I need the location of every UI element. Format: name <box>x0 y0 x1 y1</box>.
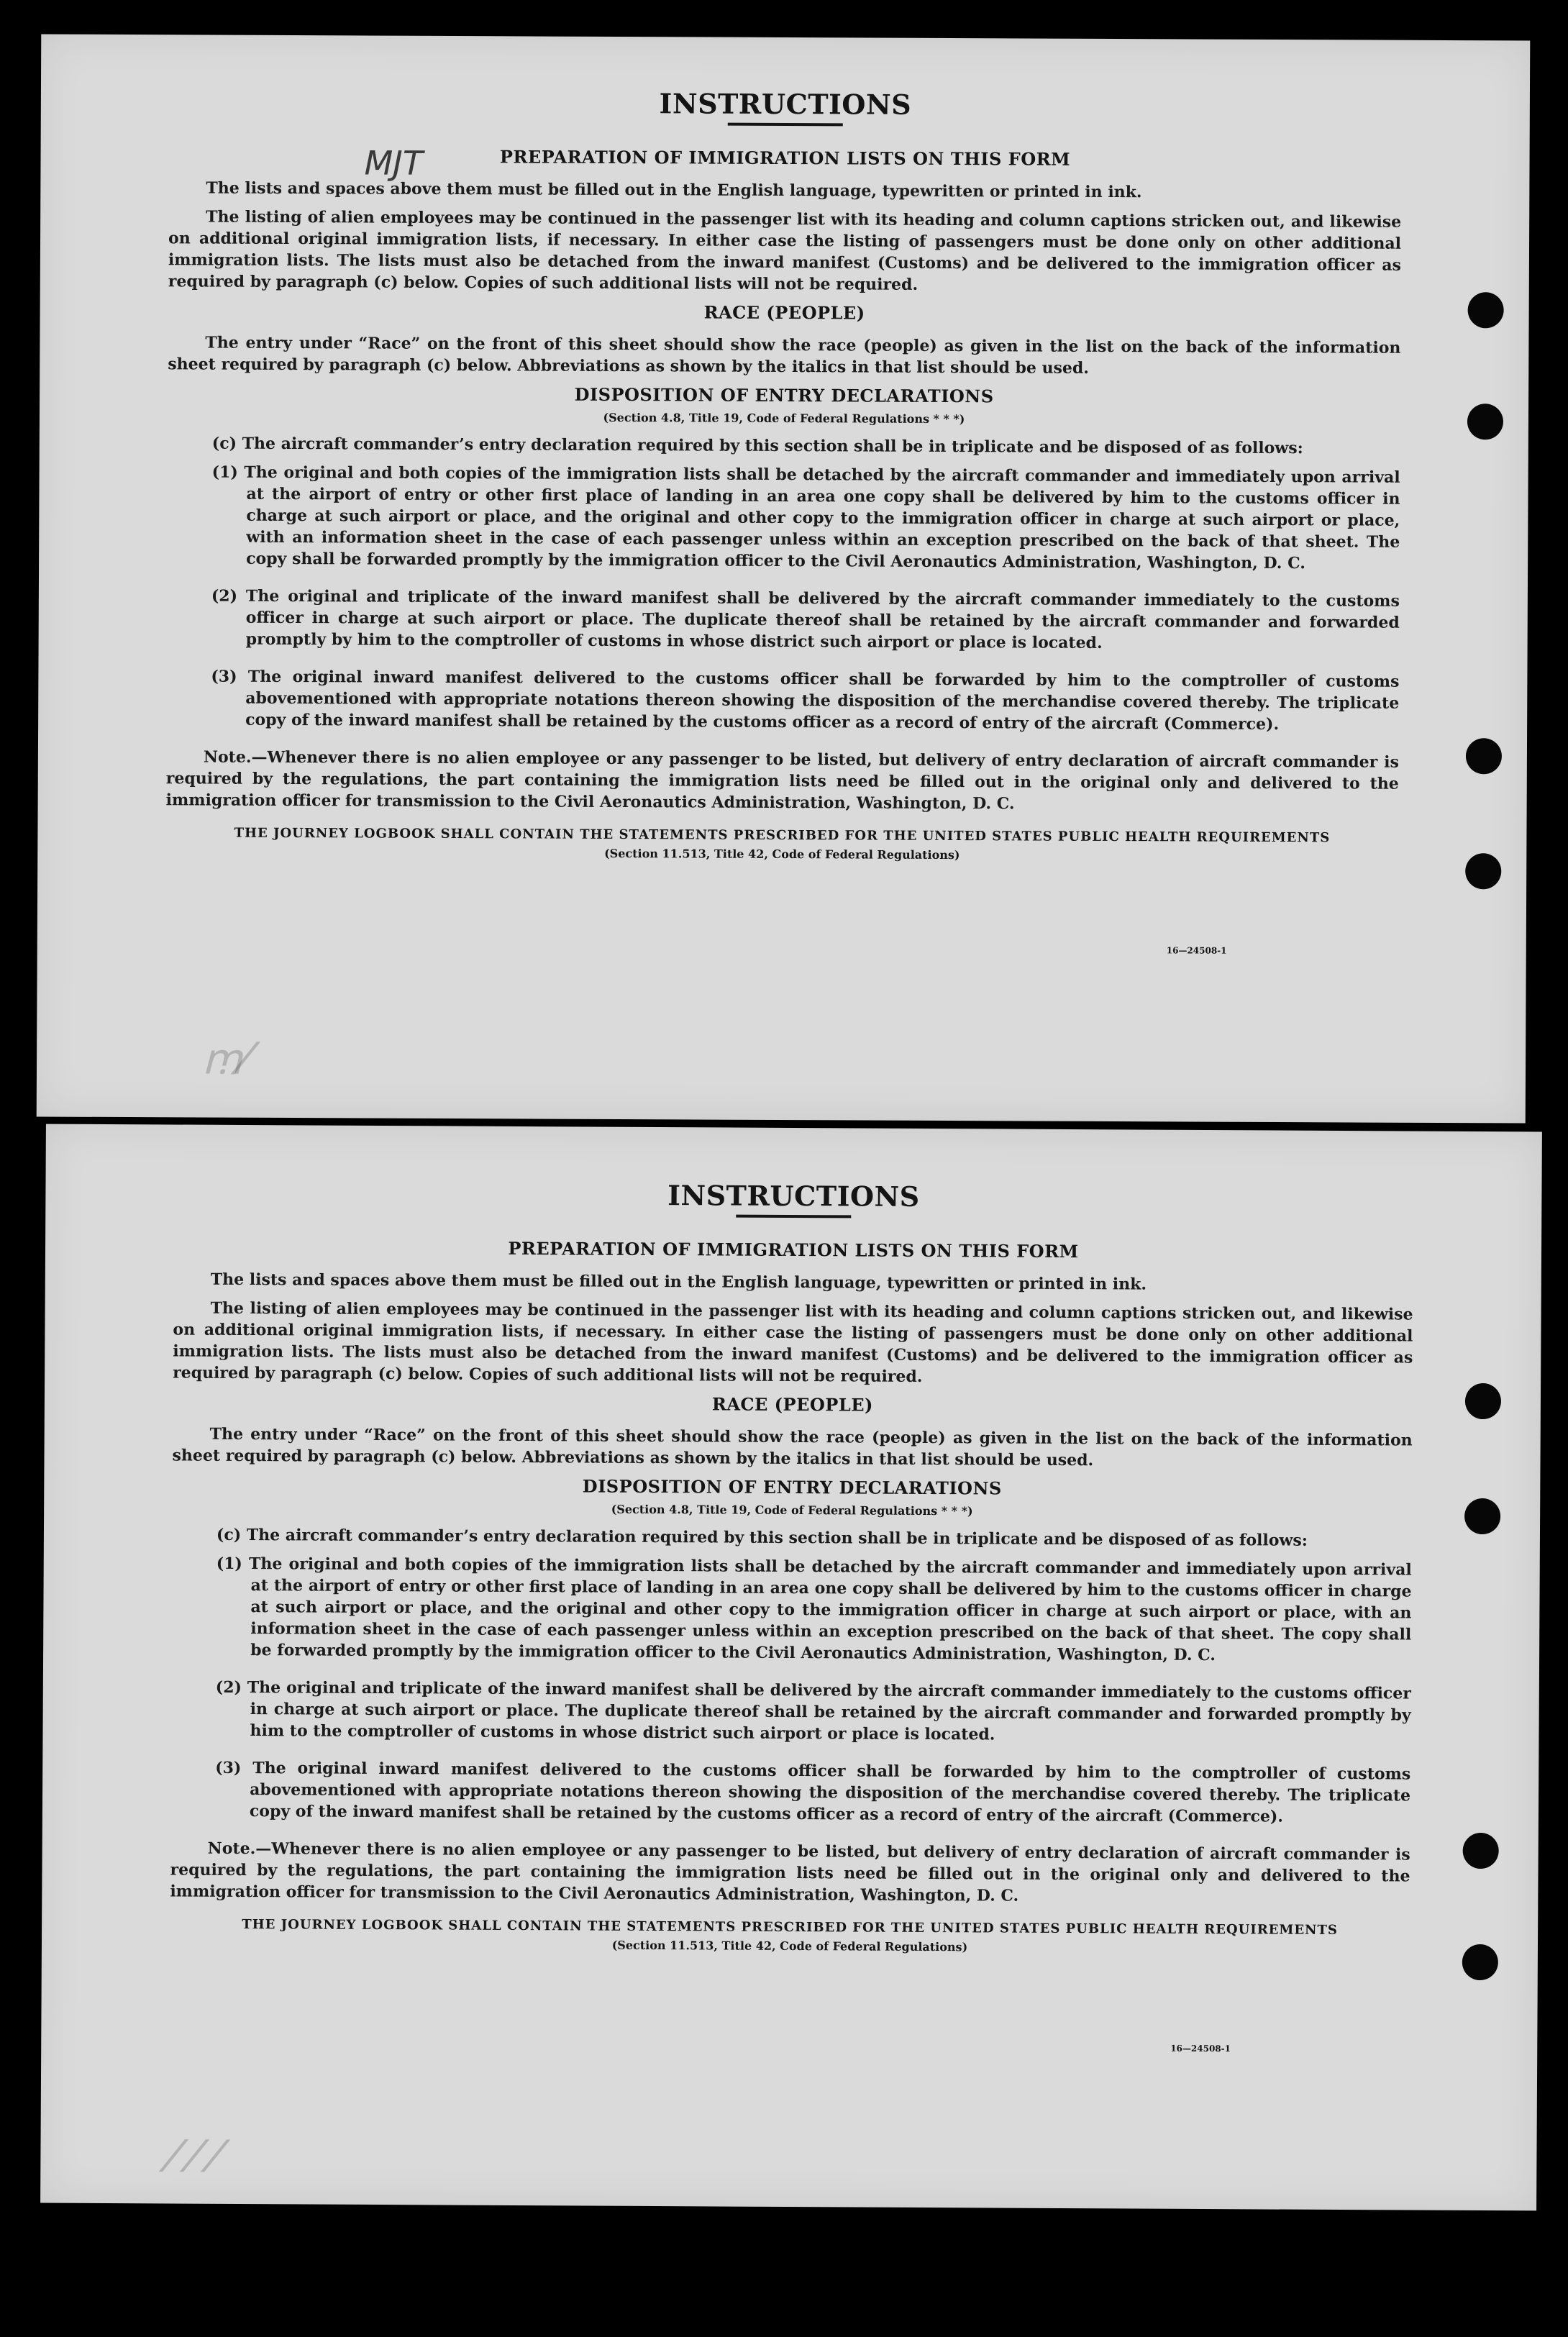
form-number: 16—24508-1 <box>1170 2043 1231 2054</box>
section-heading-disposition: DISPOSITION OF ENTRY DECLARATIONS <box>582 1475 1002 1499</box>
section-heading-disposition: DISPOSITION OF ENTRY DECLARATIONS <box>574 383 994 407</box>
paragraph-alien-employees: The listing of alien employees may be continued in the passenger list with its heading and column captions stricken out, and likewise on additional original immigration lists, if necessary. In either case the listing of passengers must be done only on other additional immigration lists. The lists must also be detached from the inward manifest (Customs) and be delivered to the immigration officer as required by paragraph (c) below. Copies of such additional lists will not be required. <box>173 1298 1413 1386</box>
logbook-requirement-heading: THE JOURNEY LOGBOOK SHALL CONTAIN THE STATEMENTS PRESCRIBED FOR THE UNITED STATES PUBLIC HEALTH REQUIREMENTS <box>242 1917 1338 1938</box>
list-item-1: (1) The original and both copies of the immigration lists shall be detached by the aircraft commander and immediately upon arrival at the airport of entry or other first place of landing in an area one copy shall be delivered by him to the customs officer in charge at such airport or place, and the original and other copy to the immigration officer in charge at such airport or place, with an information sheet in the case of each passenger unless within an exception prescribed on the back of that sheet. The copy shall be forwarded promptly by the immigration officer to the Civil Aeronautics Administration, Washington, D. C. <box>216 1554 1412 1665</box>
logbook-citation: (Section 11.513, Title 42, Code of Federal Regulations) <box>604 846 960 862</box>
form-number: 16—24508-1 <box>1166 945 1227 956</box>
paragraph-race-entry: The entry under “Race” on the front of this sheet should show the race (people) as given in the list on the back of the information sheet required by paragraph (c) below. Abbreviations as shown by the italics in that list should be used. <box>168 333 1401 378</box>
list-item-3: (3) The original inward manifest delivered to the customs officer shall be forwarded by him to the comptroller of customs abovementioned with appropriate notations thereon showing the disposition of the merchandise covered thereby. The triplicate copy of the inward manifest shall be retained by the customs officer as a record of entry of the aircraft (Commerce). <box>211 667 1400 734</box>
paragraph-c-declaration: (c) The aircraft commander’s entry declaration required by this section shall be in triplicate and be disposed of as follows: <box>216 1525 1308 1550</box>
paragraph-alien-employees: The listing of alien employees may be continued in the passenger list with its heading and column captions stricken out, and likewise on additional original immigration lists, if necessary. In either case the listing of passengers must be done only on other additional immigration lists. The lists must also be detached from the inward manifest (Customs) and be delivered to the immigration officer as required by paragraph (c) below. Copies of such additional lists will not be required. <box>168 207 1402 294</box>
punch-hole <box>1463 1833 1499 1869</box>
title-underline <box>728 123 843 127</box>
instructions-title: INSTRUCTIONS <box>667 1179 920 1213</box>
disposition-list <box>211 462 1400 736</box>
list-item-2: (2) The original and triplicate of the inward manifest shall be delivered by the aircraft commander immediately to the customs officer in charge at such airport or place. The duplicate thereof shall be retained by the aircraft commander and forwarded promptly by him to the comptroller of customs in whose district such airport or place is located. <box>211 586 1400 652</box>
logbook-requirement-heading: THE JOURNEY LOGBOOK SHALL CONTAIN THE STATEMENTS PRESCRIBED FOR THE UNITED STATES PUBLIC HEALTH REQUIREMENTS <box>234 825 1331 846</box>
punch-hole <box>1464 1498 1500 1534</box>
punch-hole <box>1468 292 1504 328</box>
section-heading-race: RACE (PEOPLE) <box>711 1393 873 1416</box>
paragraph-lists-language: The lists and spaces above them must be filled out in the English language, typewritten or printed in ink. <box>206 178 1142 202</box>
list-item-1: (1) The original and both copies of the immigration lists shall be detached by the aircraft commander and immediately upon arrival at the airport of entry or other first place of landing in an area one copy shall be delivered by him to the customs officer in charge at such airport or place, and the original and other copy to the immigration officer in charge at such airport or place, with an information sheet in the case of each passenger unless within an exception prescribed on the back of that sheet. The copy shall be forwarded promptly by the immigration officer to the Civil Aeronautics Administration, Washington, D. C. <box>211 463 1400 573</box>
punch-hole <box>1465 853 1501 889</box>
punch-hole <box>1465 1383 1501 1419</box>
section-heading-preparation: PREPARATION OF IMMIGRATION LISTS ON THIS FORM <box>508 1237 1079 1262</box>
logbook-citation: (Section 11.513, Title 42, Code of Federal Regulations) <box>611 1938 968 1954</box>
section-heading-preparation: PREPARATION OF IMMIGRATION LISTS ON THIS FORM <box>499 146 1071 170</box>
sheet-1-content <box>37 84 1530 864</box>
punch-hole <box>1467 404 1503 439</box>
section-citation: (Section 4.8, Title 19, Code of Federal Regulations * * *) <box>611 1502 973 1518</box>
list-item-3: (3) The original inward manifest delivered to the customs officer shall be forwarded by him to the comptroller of customs abovementioned with appropriate notations thereon showing the disposition of the merchandise covered thereby. The triplicate copy of the inward manifest shall be retained by the customs officer as a record of entry of the aircraft (Commerce). <box>215 1758 1411 1826</box>
faint-handwriting-mark: ⁄ ⁄ ⁄ <box>170 2131 219 2182</box>
punch-hole <box>1466 738 1502 774</box>
instruction-sheet-bottom <box>40 1124 1542 2211</box>
disposition-list <box>215 1553 1412 1828</box>
instruction-sheet-top <box>37 34 1531 1123</box>
section-heading-race: RACE (PEOPLE) <box>703 301 865 324</box>
section-citation: (Section 4.8, Title 19, Code of Federal Regulations * * *) <box>603 410 965 427</box>
paragraph-lists-language: The lists and spaces above them must be filled out in the English language, typewritten or printed in ink. <box>210 1270 1147 1294</box>
instructions-title: INSTRUCTIONS <box>659 87 912 121</box>
paragraph-c-declaration: (c) The aircraft commander’s entry declaration required by this section shall be in triplicate and be disposed of as follows: <box>211 434 1303 458</box>
title-underline <box>736 1215 851 1218</box>
punch-hole <box>1462 1944 1498 1980</box>
note-paragraph: Note.—Whenever there is no alien employee or any passenger to be listed, but delivery of entry declaration of aircraft commander is required by the regulations, the part containing the immigration lists need be filled out in the original only and delivered to the immigration officer for transmission to the Civil Aeronautics Administration, Washington, D. C. <box>165 747 1399 814</box>
handwritten-note: MJT <box>364 143 423 183</box>
paragraph-race-entry: The entry under “Race” on the front of this sheet should show the race (people) as given in the list on the back of the information sheet required by paragraph (c) below. Abbreviations as shown by the italics in that list should be used. <box>172 1424 1413 1470</box>
faint-handwriting-mark: ꭑ⁄ <box>201 1034 250 1085</box>
sheet-2-content <box>42 1176 1542 1957</box>
note-paragraph: Note.—Whenever there is no alien employee or any passenger to be listed, but delivery of entry declaration of aircraft commander is required by the regulations, the part containing the immigration lists need be filled out in the original only and delivered to the immigration officer for transmission to the Civil Aeronautics Administration, Washington, D. C. <box>170 1839 1410 1905</box>
list-item-2: (2) The original and triplicate of the inward manifest shall be delivered by the aircraft commander immediately to the customs officer in charge at such airport or place. The duplicate thereof shall be retained by the aircraft commander and forwarded promptly by him to the comptroller of customs in whose district such airport or place is located. <box>215 1677 1411 1744</box>
